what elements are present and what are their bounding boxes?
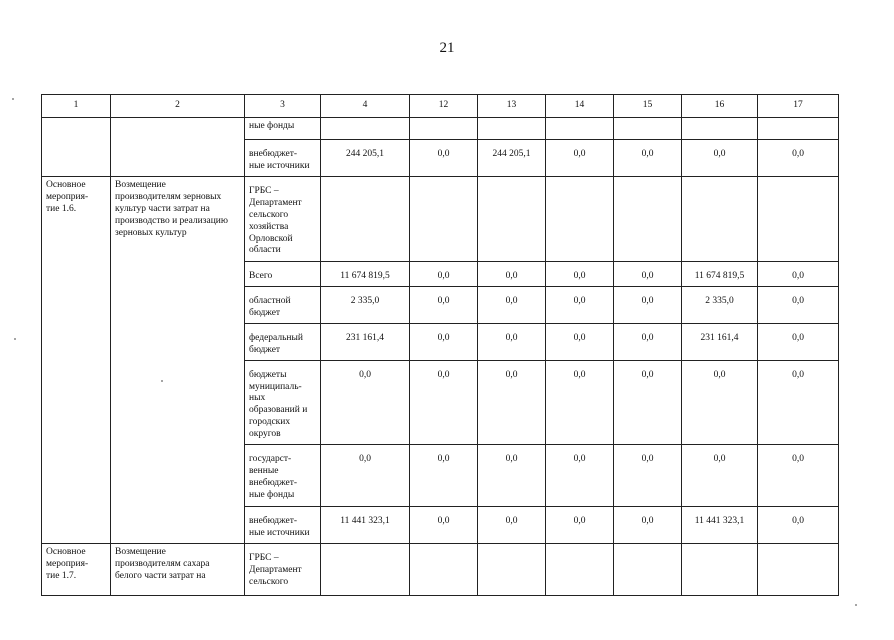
header-row xyxy=(42,95,839,118)
measure-status: Основное мероприя- тие 1.6. xyxy=(42,177,111,544)
column-header: 3 xyxy=(245,95,321,118)
amount-cell xyxy=(614,118,682,140)
funding-source: ГРБС – Департамент сельского xyxy=(245,543,321,595)
amount-cell: 2 335,0 xyxy=(682,286,758,323)
funding-source: внебюджет- ные источники xyxy=(245,140,321,177)
amount-cell: 0,0 xyxy=(410,323,478,360)
amount-cell xyxy=(758,177,839,262)
funding-source: государст- венные внебюджет- ные фонды xyxy=(245,444,321,506)
amount-cell: 2 335,0 xyxy=(321,286,410,323)
amount-cell: 0,0 xyxy=(614,506,682,543)
amount-cell: 244 205,1 xyxy=(321,140,410,177)
amount-cell xyxy=(614,543,682,595)
amount-cell: 0,0 xyxy=(410,286,478,323)
amount-cell: 0,0 xyxy=(478,444,546,506)
amount-cell: 0,0 xyxy=(410,506,478,543)
amount-cell: 0,0 xyxy=(682,444,758,506)
scan-speck xyxy=(855,604,857,606)
table-row xyxy=(42,118,839,140)
column-header: 13 xyxy=(478,95,546,118)
amount-cell: 0,0 xyxy=(410,444,478,506)
amount-cell: 231 161,4 xyxy=(321,323,410,360)
amount-cell: 11 674 819,5 xyxy=(321,262,410,287)
amount-cell: 0,0 xyxy=(614,360,682,444)
amount-cell xyxy=(682,118,758,140)
amount-cell: 0,0 xyxy=(614,262,682,287)
amount-cell: 0,0 xyxy=(758,506,839,543)
amount-cell: 0,0 xyxy=(546,286,614,323)
funding-source: федеральный бюджет xyxy=(245,323,321,360)
amount-cell xyxy=(682,177,758,262)
amount-cell: 0,0 xyxy=(546,262,614,287)
amount-cell xyxy=(546,543,614,595)
funding-source: Всего xyxy=(245,262,321,287)
amount-cell: 0,0 xyxy=(478,262,546,287)
amount-cell xyxy=(546,118,614,140)
amount-cell xyxy=(614,177,682,262)
measure-description: Возмещение производителям сахара белого части затрат на xyxy=(111,543,245,595)
amount-cell: 0,0 xyxy=(546,323,614,360)
funding-source: ГРБС – Департамент сельского хозяйства Орловской области xyxy=(245,177,321,262)
amount-cell xyxy=(758,543,839,595)
amount-cell: 0,0 xyxy=(478,360,546,444)
page-number: 21 xyxy=(439,40,455,56)
amount-cell xyxy=(321,543,410,595)
column-header: 17 xyxy=(758,95,839,118)
table-row xyxy=(42,177,839,262)
amount-cell: 0,0 xyxy=(758,444,839,506)
amount-cell: 0,0 xyxy=(682,140,758,177)
amount-cell xyxy=(410,543,478,595)
amount-cell: 11 441 323,1 xyxy=(682,506,758,543)
scan-speck xyxy=(12,98,14,100)
amount-cell: 231 161,4 xyxy=(682,323,758,360)
column-header: 4 xyxy=(321,95,410,118)
amount-cell xyxy=(546,177,614,262)
table-row xyxy=(42,543,839,595)
amount-cell: 0,0 xyxy=(758,140,839,177)
column-header: 2 xyxy=(111,95,245,118)
amount-cell xyxy=(478,177,546,262)
scan-speck xyxy=(161,380,163,382)
amount-cell xyxy=(321,177,410,262)
amount-cell: 0,0 xyxy=(546,140,614,177)
amount-cell xyxy=(410,118,478,140)
amount-cell: 0,0 xyxy=(758,286,839,323)
amount-cell xyxy=(478,118,546,140)
amount-cell: 0,0 xyxy=(758,262,839,287)
column-header: 14 xyxy=(546,95,614,118)
column-header: 12 xyxy=(410,95,478,118)
column-header: 15 xyxy=(614,95,682,118)
amount-cell xyxy=(478,543,546,595)
amount-cell: 0,0 xyxy=(614,140,682,177)
scan-speck xyxy=(14,338,16,340)
column-header: 16 xyxy=(682,95,758,118)
amount-cell: 0,0 xyxy=(321,444,410,506)
measure-status xyxy=(42,118,111,177)
amount-cell: 0,0 xyxy=(321,360,410,444)
amount-cell: 0,0 xyxy=(614,323,682,360)
funding-source: бюджеты муниципаль- ных образований и городских округов xyxy=(245,360,321,444)
amount-cell: 0,0 xyxy=(546,360,614,444)
amount-cell: 0,0 xyxy=(758,323,839,360)
column-header: 1 xyxy=(42,95,111,118)
budget-table xyxy=(41,94,839,596)
amount-cell: 0,0 xyxy=(546,506,614,543)
amount-cell: 11 441 323,1 xyxy=(321,506,410,543)
funding-source: ные фонды xyxy=(245,118,321,140)
measure-status: Основное мероприя- тие 1.7. xyxy=(42,543,111,595)
amount-cell: 244 205,1 xyxy=(478,140,546,177)
amount-cell xyxy=(410,177,478,262)
amount-cell: 0,0 xyxy=(478,506,546,543)
amount-cell: 11 674 819,5 xyxy=(682,262,758,287)
amount-cell xyxy=(758,118,839,140)
amount-cell: 0,0 xyxy=(758,360,839,444)
amount-cell: 0,0 xyxy=(410,262,478,287)
amount-cell: 0,0 xyxy=(546,444,614,506)
amount-cell: 0,0 xyxy=(410,360,478,444)
amount-cell xyxy=(682,543,758,595)
amount-cell: 0,0 xyxy=(478,286,546,323)
amount-cell xyxy=(321,118,410,140)
funding-source: областной бюджет xyxy=(245,286,321,323)
measure-description: Возмещение производителям зерновых культур части затрат на производство и реализацию зерновых культур xyxy=(111,177,245,544)
amount-cell: 0,0 xyxy=(682,360,758,444)
funding-source: внебюджет- ные источники xyxy=(245,506,321,543)
amount-cell: 0,0 xyxy=(478,323,546,360)
amount-cell: 0,0 xyxy=(410,140,478,177)
amount-cell: 0,0 xyxy=(614,286,682,323)
measure-description xyxy=(111,118,245,177)
amount-cell: 0,0 xyxy=(614,444,682,506)
